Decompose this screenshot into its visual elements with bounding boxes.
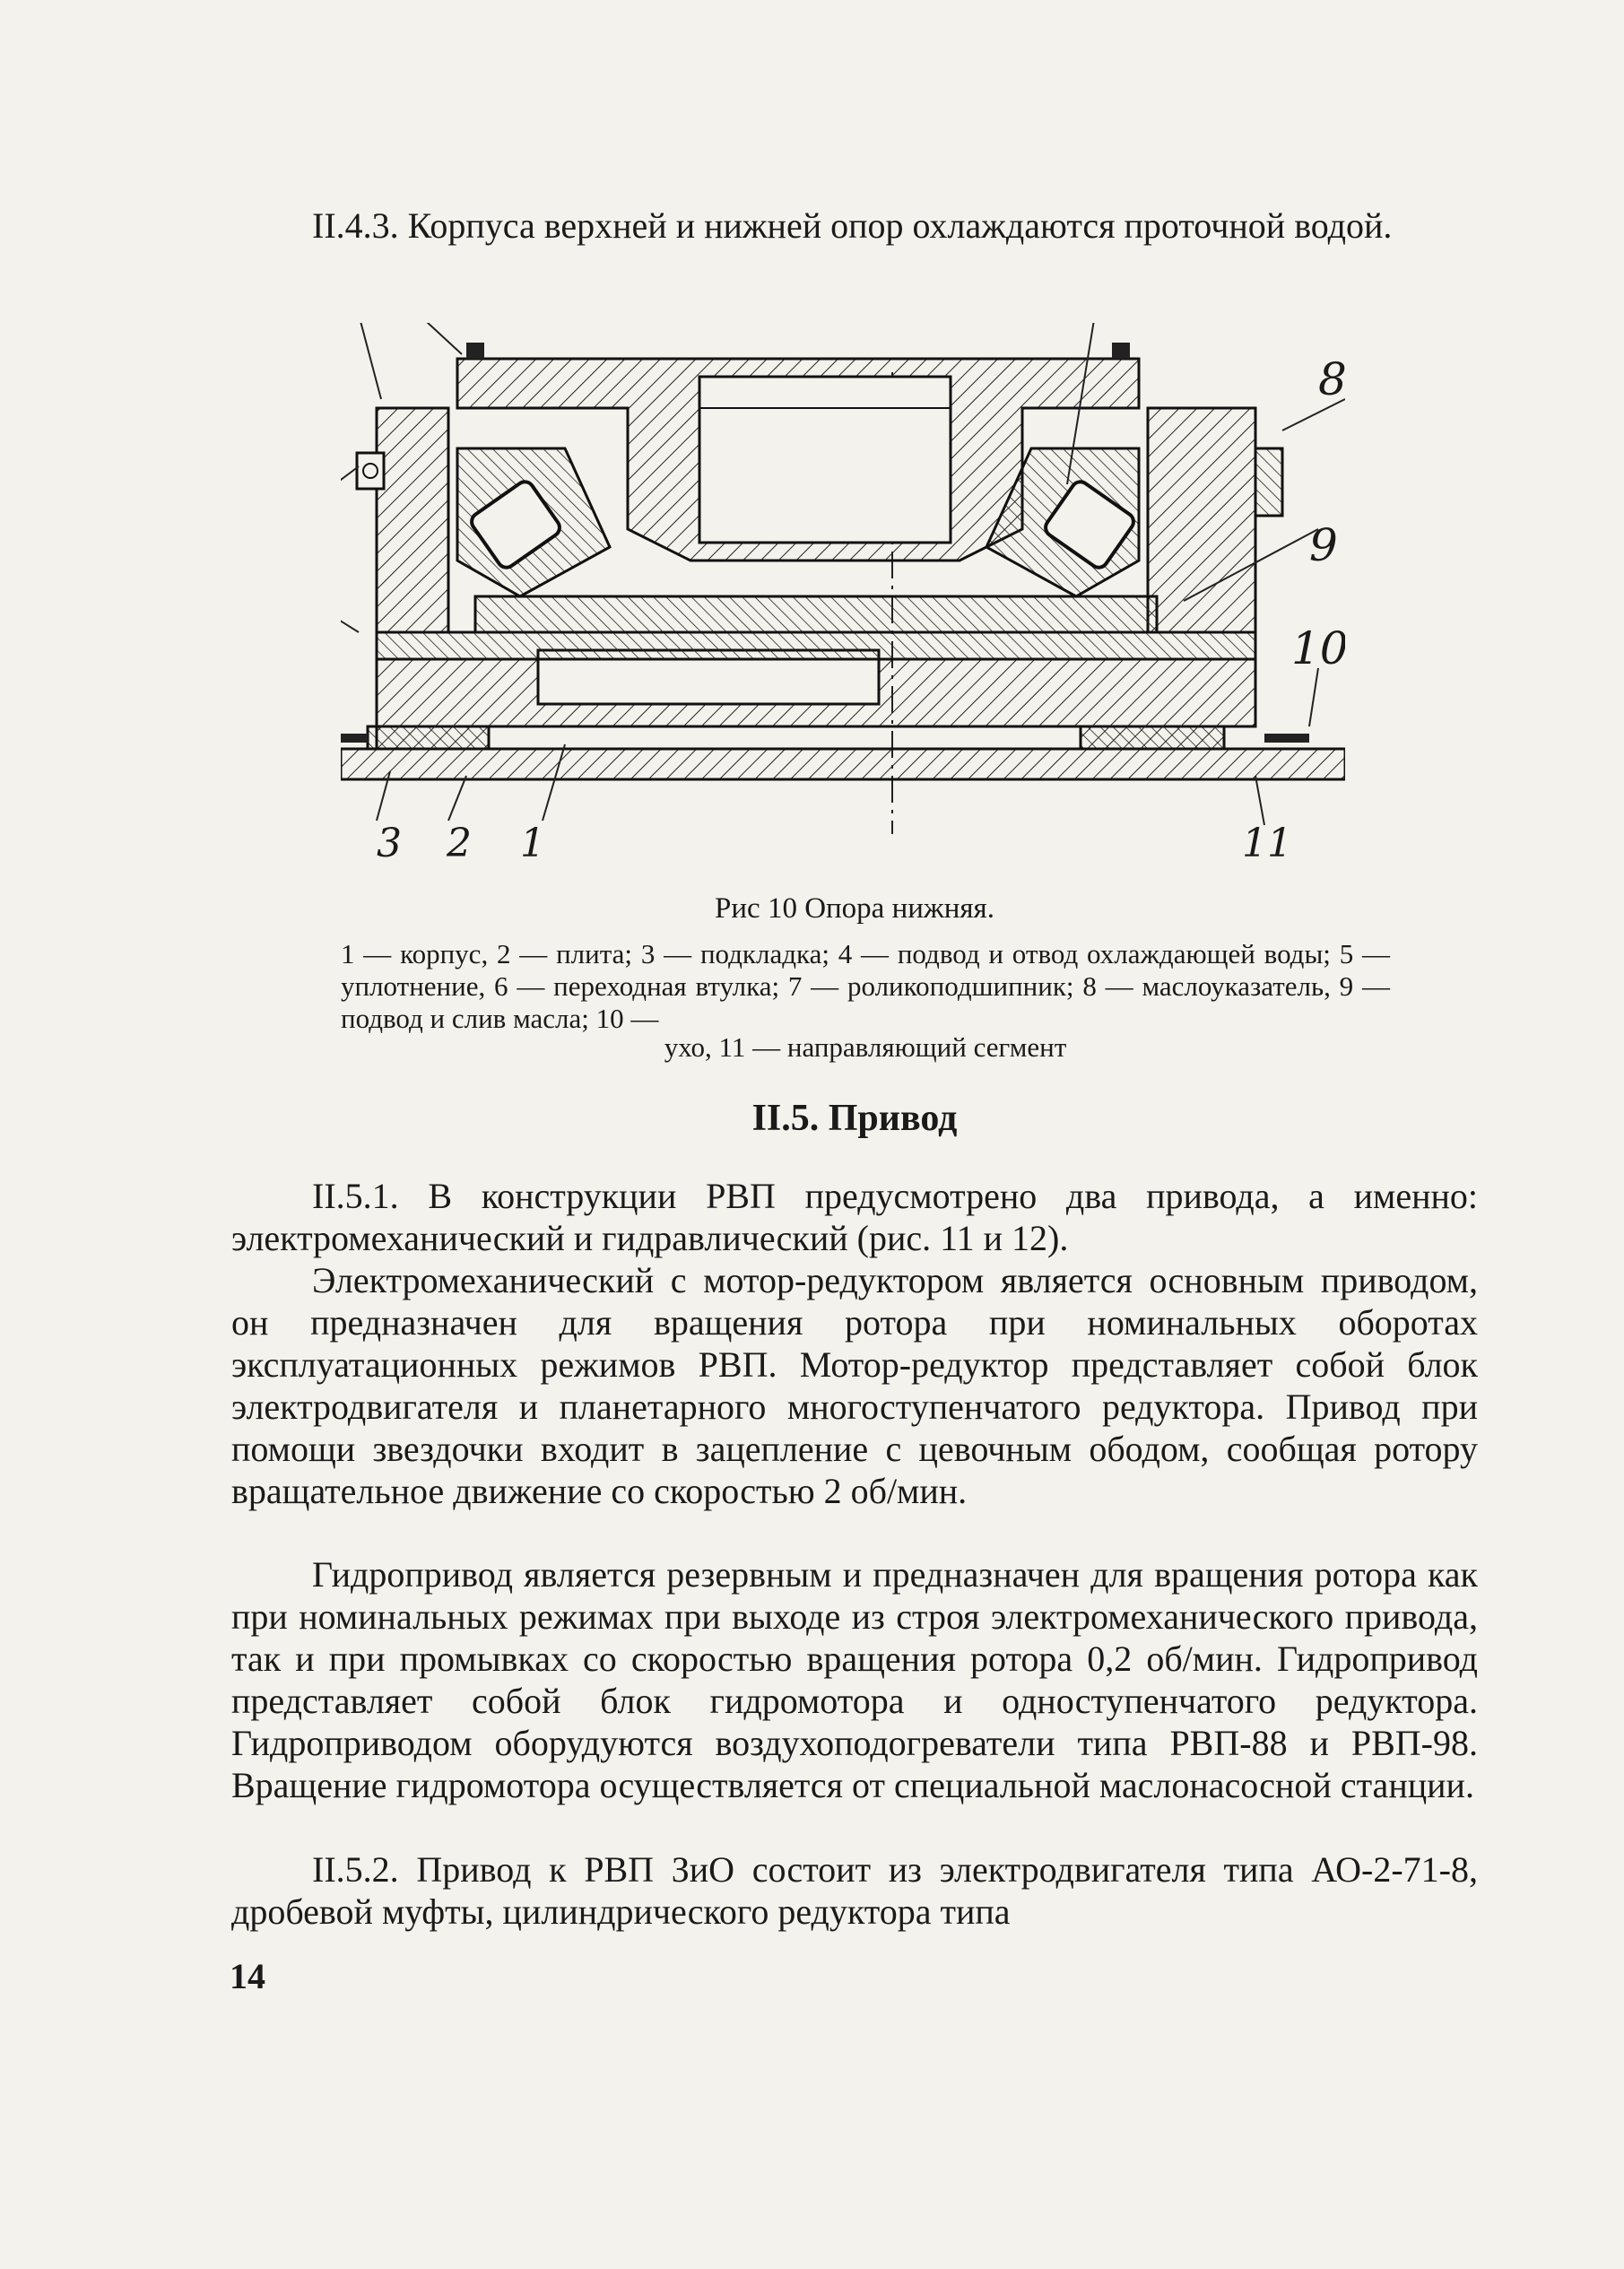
paragraph-5-1: II.5.1. В конструкции РВП предусмотрено два привода, а именно: электромеханический и гидравлический (рис. 11 и 12). bbox=[231, 1176, 1478, 1258]
paragraph-electromechanical: Электромеханический с мотор-редуктором является основным приводом, он предназначен для вращения ротора при номинальных оборотах эксплуатационных режимов РВП. Мотор-редуктор представляет собой блок электродвигателя и планетарного многоступенчатого редуктора. Привод при помощи звездочки входит в зацепление с цевочным ободом, сообщая ротору вращательное движение со скоростью 2 об/мин. bbox=[231, 1260, 1478, 1511]
callout-1: 1 bbox=[520, 821, 545, 866]
housing-wall-right bbox=[1148, 408, 1255, 632]
figure-caption-legend: 1 — корпус, 2 — плита; 3 — подкладка; 4 — подвод и отвод охлаждающей воды; 5 — уплотнение, 6 — переходная втулка; 7 — роликоподшипник; 8 — маслоуказатель, 9 — подвод и слив масла; 10 — bbox=[341, 938, 1390, 1034]
cooling-water-channel bbox=[377, 632, 1255, 659]
callout-2: 2 bbox=[447, 821, 472, 866]
seal-bolt-right bbox=[1112, 343, 1130, 359]
seal-bolt-left bbox=[466, 343, 484, 359]
callout-9: 9 bbox=[1309, 519, 1338, 571]
callout-8: 8 bbox=[1318, 353, 1345, 405]
callout-4 bbox=[341, 569, 344, 621]
figure-lower-support bbox=[341, 323, 1345, 870]
callout-11: 11 bbox=[1242, 821, 1292, 866]
base-bolt-left bbox=[341, 734, 368, 743]
housing-wall-left bbox=[377, 408, 448, 632]
page-number: 14 bbox=[230, 1956, 265, 1996]
support-ring bbox=[475, 596, 1157, 632]
base-bolt-right bbox=[1264, 734, 1309, 743]
figure-caption-title: Рис 10 Опора нижняя. bbox=[715, 892, 994, 925]
oil-outlet-fitting bbox=[357, 453, 384, 489]
paragraph-5-2: II.5.2. Привод к РВП ЗиО состоит из электродвигателя типа АО-2-71-8, дробевой муфты, цилиндрического редуктора типа bbox=[231, 1849, 1478, 1932]
paragraph-hydraulic: Гидропривод является резервным и предназначен для вращения ротора как при номинальных режимах при выходе из строя электромеханического привода, так и при промывках со скоростью вращения ротора 0,2 об/мин. Гидропривод представляет собой блок гидромотора и одноступенчатого редуктора. Гидроприводом оборудуются воздухоподогреватели типа РВП-88 и РВП-98. Вращение гидромотора осуществляется от специальной маслонасосной станции. bbox=[231, 1554, 1478, 1805]
technical-drawing bbox=[341, 323, 1345, 870]
callout-10: 10 bbox=[1291, 622, 1345, 674]
paragraph-4-3: II.4.3. Корпуса верхней и нижней опор охлаждаются проточной водой. bbox=[312, 205, 1393, 246]
sleeve-bore bbox=[699, 377, 951, 543]
figure-caption-legend-last: ухо, 11 — направляющий сегмент bbox=[664, 1031, 1067, 1063]
section-heading: II.5. Привод bbox=[751, 1098, 958, 1139]
base-plate bbox=[341, 749, 1345, 779]
oil-level-indicator bbox=[1255, 448, 1282, 516]
callout-3: 3 bbox=[377, 821, 402, 866]
